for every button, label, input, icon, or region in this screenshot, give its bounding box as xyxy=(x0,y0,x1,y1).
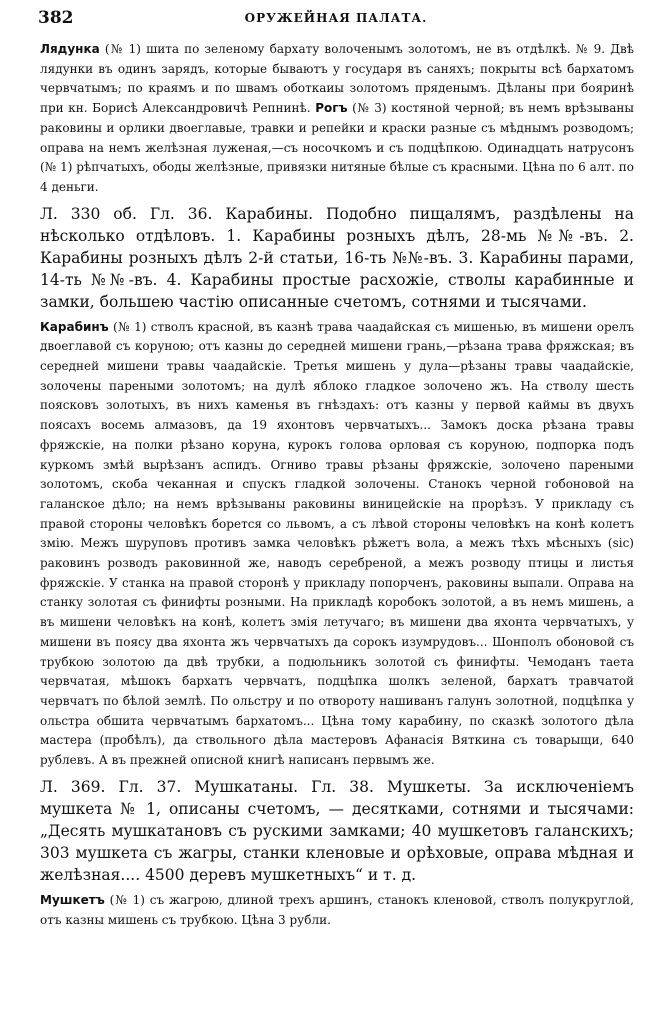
term-mushket: Мушкетъ xyxy=(40,892,105,907)
paragraph-mushket xyxy=(40,891,634,930)
paragraph-rog-text: (№ 3) костяной черной; въ немъ врѣзываны раковины и орлики двоеглавые, травки и репейки и краски разные съ мѣднымъ розводомъ; оправа на немъ желѣзная луженая,—съ носочкомъ и съ подцѣпкою. Одинадцать натрусонъ (№ 1) рѣпчатыхъ, ободы желѣзные, привязки нитяные бѣлые съ красными. Цѣна по 6 алт. по 4 деньги. xyxy=(40,101,634,194)
term-karabin: Карабинъ xyxy=(40,319,109,334)
term-lyadunka: Лядунка xyxy=(40,42,100,56)
paragraph-mushkety-heading: Л. 369. Гл. 37. Мушкатаны. Гл. 38. Мушкеты. За исключеніемъ мушкета № 1, описаны счетомъ, — десятками, сотнями и тысячами: „Десять мушкатановъ съ рускими замками; 40 мушкетовъ галанскихъ; 303 мушкета съ жагры, станки кленовые и орѣховые, оправа мѣдная и желѣзная.... 4500 деревъ мушкетныхъ“ и т. д. xyxy=(40,777,634,884)
running-title: ОРУЖЕЙНАЯ ПАЛАТА. xyxy=(244,11,428,25)
term-rog: Рогъ xyxy=(315,101,348,116)
page-body xyxy=(40,40,634,930)
paragraph-karabiny-heading: Л. 330 об. Гл. 36. Карабины. Подобно пищалямъ, раздѣлены на нѣсколько отдѣловъ. 1. Карабины розныхъ дѣлъ, 28-мь №№-въ. 2. Карабины розныхъ дѣлъ 2-й статьи, 16-ть №№-въ. 3. Карабины парами, 14-ть №№-въ. 4. Карабины простые расхожіе, стволы карабинные и замки, большею частію описанные счетомъ, сотнями и тысячами. xyxy=(40,204,634,311)
paragraph-lyadunka xyxy=(40,40,634,198)
page-header xyxy=(38,8,634,30)
page-number: 382 xyxy=(38,8,74,28)
paragraph-karabin-text: (№ 1) стволъ красной, въ казнѣ трава чаадайская съ мишенью, въ мишени орелъ двоеглавой съ коруною; отъ казны до середней мишени грань,—рѣзана трава фряжская; въ середней мишени травы чаадайскіе. Третья мишень у дула—рѣзаны травы чаадайскіе, золочены пареными золотомъ; на дулѣ яблоко гладкое золочено жъ. На стволу шесть поясковъ золотыхъ, въ нихъ каменья въ гнѣздахъ: отъ казны у первой каймы въ двухъ поясахъ восемь алмазовъ, да 19 яхонтовъ червчатыхъ... Замокъ доска рѣзана травы фряжскіе, на полки рѣзано коруна, курокъ голова орловая съ коруною, подпорка подъ куркомъ змѣй вырѣзанъ аспидъ. Огниво травы рѣзаны фряжскіе, золочено пареными золотомъ, скоба чеканная и спускъ гладкой золочены. Станокъ черной гобоновой на галанское дѣло; на немъ врѣзываны раковины виницейскіе на прорѣзъ. У прикладу съ правой стороны человѣкъ борется со львомъ, а съ лѣвой стороны человѣкъ на конѣ колетъ змію. Межъ шуруповъ противъ замка человѣкъ рѣжетъ вола, а межъ тѣхъ мѣсныхъ (sic) раковинъ розводъ раковинной же, наводъ серебреной, а межъ розводу птицы и листья фряжскіе. У станка на правой сторонѣ у прикладу попорченъ, раковины выпали. Оправа на станку золотая съ финифты розными. На прикладѣ коробокъ золотой, а въ немъ мишень, а въ мишени человѣкъ на конѣ, колетъ змія летучаго; въ мишени два яхонта червчатыхъ, у мишени въ поясу два яхонта жъ червчатыхъ да сорокъ изумрудовъ... Шонполъ обоновой съ трубкою золотою да двѣ трубки, а подюльникъ золотой съ финифты. Чемоданъ таета червчатая, мѣшокъ бархатъ червчатъ, подцѣпка шолкъ зеленой, бархатъ травчатой червчатъ по бѣлой землѣ. По ольстру и по отвороту нашиванъ галунъ золотной, подцѣпка у ольстра обшита червчатымъ бархатомъ... Цѣна тому карабину, по сказкѣ золотого дѣла мастера (пробѣлъ), да ствольного дѣла мастеровъ Афанасія Вяткина съ товарыщи, 640 рублевъ. А въ прежней описной книгѣ написанъ первымъ же. xyxy=(40,319,634,768)
paragraph-karabin xyxy=(40,318,634,771)
paragraph-lyadunka-text: (№ 1) шита по зеленому бархату волоченымъ золотомъ, не въ отдѣлкѣ. № 9. Двѣ лядунки въ одинъ зарядъ, которые бываютъ у государя въ саняхъ; покрыты всѣ бархатомъ червчатымъ; по краямъ и по швамъ оботкаиы золотомъ пряденымъ. Дѣланы при бояринѣ при кн. Борисѣ Александровичѣ Репнинѣ. xyxy=(40,42,634,116)
paragraph-mushket-text: (№ 1) съ жагрою, длиной трехъ аршинъ, станокъ кленовой, стволъ полукруглой, отъ казны мишень съ трубкою. Цѣна 3 рубли. xyxy=(40,892,634,927)
